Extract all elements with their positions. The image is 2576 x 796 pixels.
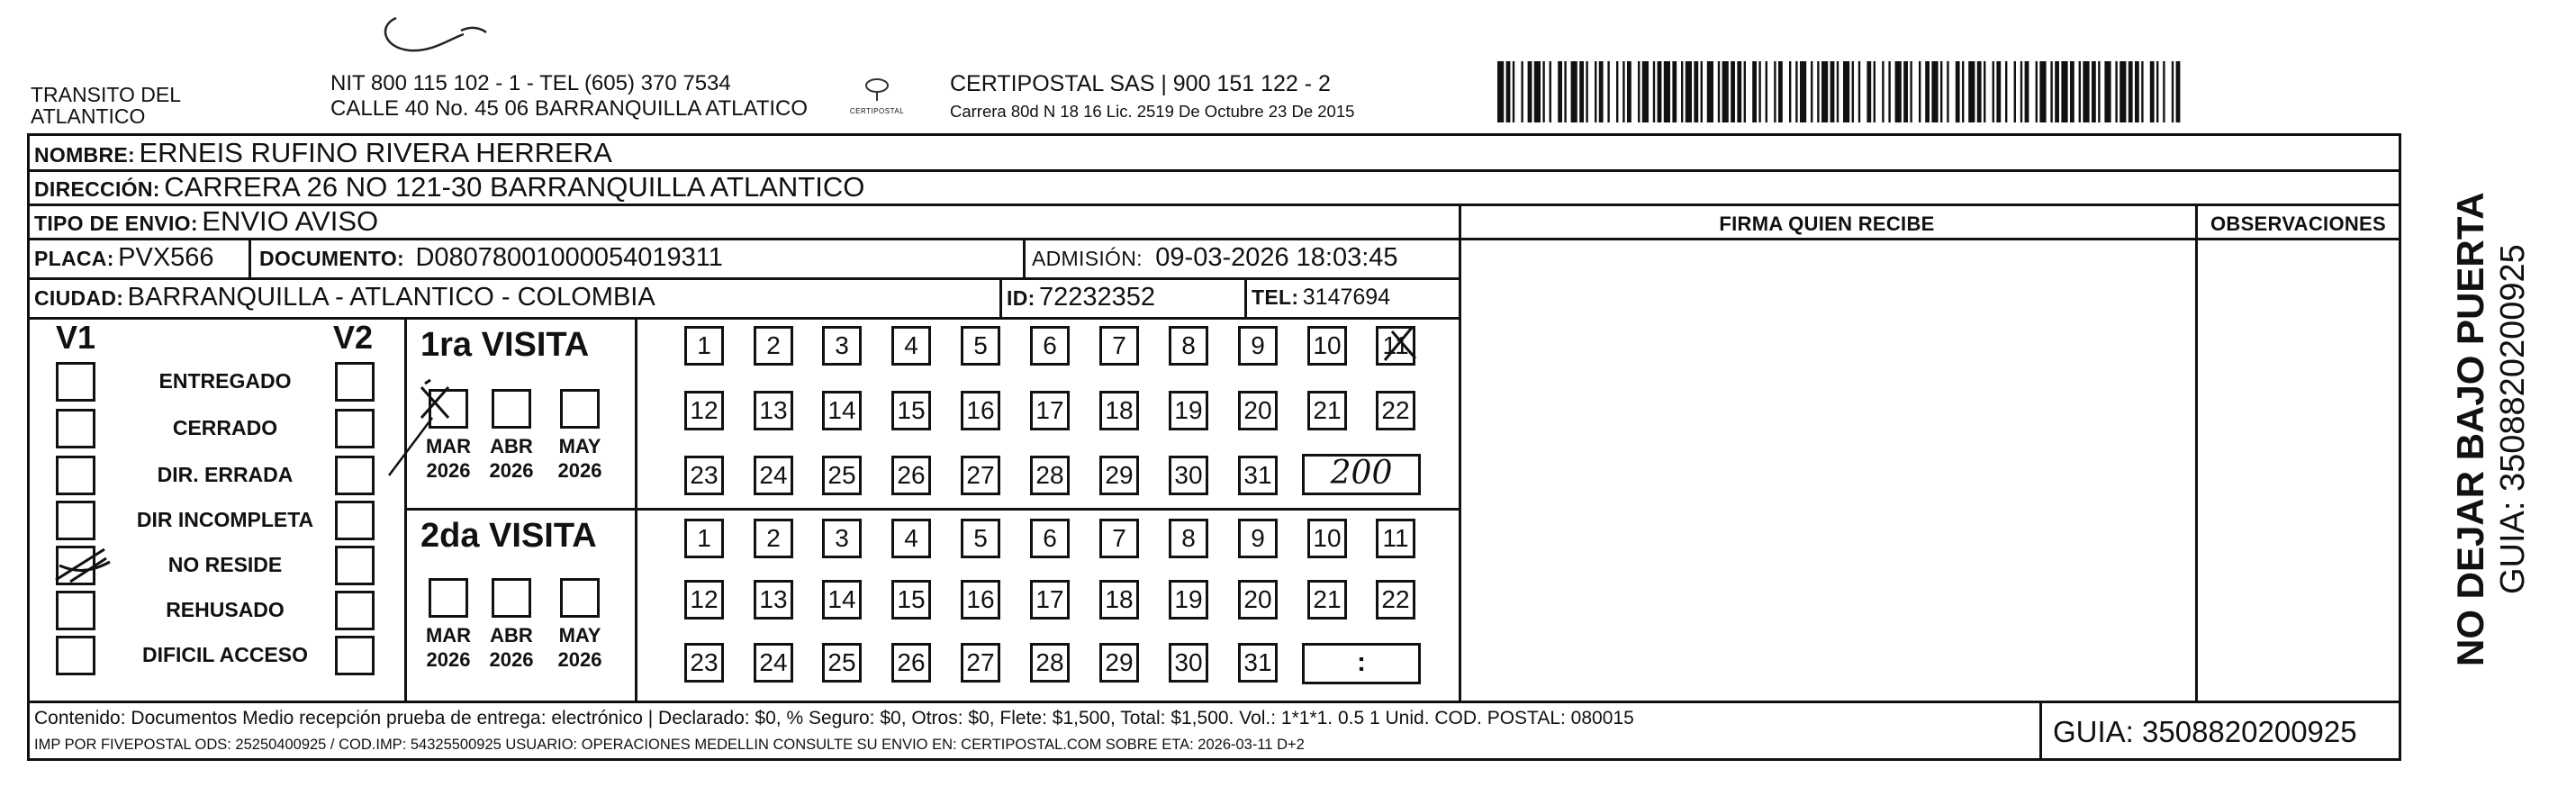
barcode-bar bbox=[1795, 61, 1797, 122]
barcode-bar bbox=[2083, 61, 2089, 122]
barcode-bar bbox=[2172, 61, 2174, 122]
barcode-bar bbox=[1595, 61, 1596, 122]
status-label: ENTREGADO bbox=[158, 369, 292, 393]
barcode-bar bbox=[1731, 61, 1735, 122]
first-visit-day-box[interactable]: 21 bbox=[1307, 391, 1347, 430]
barcode-bar bbox=[2141, 61, 2143, 122]
barcode-bar bbox=[1664, 61, 1670, 122]
status-label: DIFICIL ACCESO bbox=[141, 643, 308, 666]
month-year: 2026 bbox=[557, 459, 602, 482]
barcode-bar bbox=[2039, 61, 2046, 122]
col-line bbox=[2195, 204, 2198, 701]
second-visit-day-box[interactable]: 14 bbox=[822, 580, 862, 620]
second-visit-day-box[interactable]: 3 bbox=[822, 519, 862, 558]
barcode-bar bbox=[1737, 61, 1741, 122]
v2-checkbox[interactable] bbox=[335, 409, 375, 448]
barcode-bar bbox=[1616, 61, 1618, 122]
barcode-bar bbox=[1858, 61, 1860, 122]
barcode-bar bbox=[2079, 61, 2081, 122]
barcode-bar bbox=[1579, 61, 1584, 122]
barcode-bar bbox=[1830, 61, 1835, 122]
license-line: Carrera 80d N 18 16 Lic. 2519 De Octubre 23 De 2015 bbox=[950, 102, 1355, 121]
barcode-bar bbox=[1821, 61, 1828, 122]
first-visit-day-box[interactable]: 26 bbox=[891, 456, 931, 495]
address-line: CALLE 40 No. 45 06 BARRANQUILLA ATLATICO bbox=[330, 96, 809, 121]
month-name: ABR bbox=[490, 624, 533, 647]
second-visit-month-checkbox[interactable] bbox=[429, 578, 468, 618]
second-visit-day-box[interactable]: 29 bbox=[1099, 643, 1139, 683]
barcode-bar bbox=[1599, 61, 1604, 122]
second-visit-day-box[interactable]: 17 bbox=[1030, 580, 1070, 620]
first-visit-day-box[interactable]: 8 bbox=[1169, 326, 1208, 366]
row-line bbox=[1459, 238, 2401, 240]
second-visit-day-box[interactable]: 12 bbox=[684, 580, 724, 620]
barcode bbox=[1497, 61, 2182, 122]
col-line bbox=[999, 277, 1002, 317]
status-label: CERRADO bbox=[172, 416, 278, 439]
col-line bbox=[2039, 701, 2042, 761]
barcode-bar bbox=[1888, 61, 1890, 122]
month-name: MAR bbox=[425, 435, 472, 457]
ciudad-value: BARRANQUILLA - ATLANTICO - COLOMBIA bbox=[127, 283, 655, 312]
first-visit-day-box[interactable]: 14 bbox=[822, 391, 862, 430]
second-visit-day-box[interactable]: 13 bbox=[754, 580, 793, 620]
col-line bbox=[1459, 204, 1461, 701]
second-visit-day-box[interactable]: 1 bbox=[684, 519, 724, 558]
barcode-bar bbox=[1925, 61, 1930, 122]
barcode-bar bbox=[1962, 61, 1964, 122]
tel-label: TEL: bbox=[1252, 285, 1299, 309]
footer-imp: IMP POR FIVEPOSTAL ODS: 25250400925 / COD.IMP: 54325500925 USUARIO: OPERACIONES MEDELLIN CONSULTE SU ENVIO EN: CERTIPOSTAL.COM SOBRE ETA: 2026-03-11 D+2 bbox=[34, 737, 1305, 753]
second-visit-day-box[interactable]: 23 bbox=[684, 643, 724, 683]
barcode-bar bbox=[1686, 61, 1692, 122]
v2-header: V2 bbox=[333, 319, 374, 356]
month-name: ABR bbox=[490, 435, 533, 457]
v2-checkbox[interactable] bbox=[335, 501, 375, 540]
first-visit-day-box[interactable]: 27 bbox=[961, 456, 1000, 495]
first-visit-day-box[interactable]: 30 bbox=[1169, 456, 1208, 495]
status-label: REHUSADO bbox=[166, 598, 285, 621]
barcode-bar bbox=[1718, 61, 1720, 122]
placa-value: PVX566 bbox=[118, 243, 214, 272]
barcode-bar bbox=[1758, 61, 1760, 122]
v2-checkbox[interactable] bbox=[335, 362, 375, 402]
nombre-value: ERNEIS RUFINO RIVERA HERRERA bbox=[139, 137, 612, 168]
first-visit-day-box[interactable]: 13 bbox=[754, 391, 793, 430]
side-guia: GUIA: 3508820200925 bbox=[2494, 244, 2532, 594]
barcode-bar bbox=[1993, 61, 1994, 122]
barcode-bar bbox=[1910, 61, 1912, 122]
second-visit-day-box[interactable]: 18 bbox=[1099, 580, 1139, 620]
first-visit-time: 200 bbox=[1330, 455, 1393, 492]
second-visit-day-box[interactable]: 4 bbox=[891, 519, 931, 558]
placa-label: PLACA: bbox=[34, 247, 114, 270]
barcode-bar bbox=[1866, 61, 1871, 122]
row-line bbox=[27, 701, 2401, 703]
second-visit-title: 2da VISITA bbox=[420, 517, 597, 555]
second-visit-month-label bbox=[548, 623, 611, 672]
month-name: MAY bbox=[558, 624, 601, 647]
barcode-bar bbox=[2176, 61, 2181, 122]
second-visit-month-checkbox[interactable] bbox=[492, 578, 531, 618]
barcode-bar bbox=[1638, 61, 1640, 122]
footer-contenido: Contenido: Documentos Medio recepción prueba de entrega: electrónico | Declarado: $0, % Seguro: $0, Otros: $0, Flete: $1,500, Total: $1,500. Vol.: 1*1*1. 0.5 1 Unid. COD. POSTAL: 080015 bbox=[34, 708, 1634, 728]
first-visit-day-box[interactable]: 18 bbox=[1099, 391, 1139, 430]
first-visit-title: 1ra VISITA bbox=[420, 326, 590, 364]
barcode-bar bbox=[1681, 61, 1683, 122]
second-visit-day-box[interactable]: 25 bbox=[822, 643, 862, 683]
ciudad-row bbox=[34, 283, 655, 312]
barcode-bar bbox=[1513, 61, 1514, 122]
org-name-line2: ATLANTICO bbox=[31, 104, 146, 128]
direccion-value: CARRERA 26 NO 121-30 BARRANQUILLA ATLANTICO bbox=[164, 171, 865, 203]
barcode-bar bbox=[2120, 61, 2126, 122]
company-line: CERTIPOSTAL SAS | 900 151 122 - 2 bbox=[950, 71, 1331, 96]
barcode-bar bbox=[1774, 61, 1776, 122]
month-year: 2026 bbox=[489, 648, 534, 671]
id-label: ID: bbox=[1007, 286, 1035, 310]
first-visit-day-box[interactable]: 6 bbox=[1030, 326, 1070, 366]
first-visit-day-box[interactable]: 15 bbox=[891, 391, 931, 430]
col-line bbox=[1023, 238, 1026, 277]
status-label: NO RESIDE bbox=[167, 553, 283, 576]
barcode-bar bbox=[1752, 61, 1757, 122]
nombre-row bbox=[34, 137, 612, 169]
nombre-label: NOMBRE: bbox=[34, 143, 135, 167]
first-visit-month-checkbox[interactable] bbox=[492, 389, 531, 429]
col-line bbox=[1244, 277, 1247, 317]
first-visit-day-box[interactable]: 24 bbox=[754, 456, 793, 495]
firma-header: FIRMA QUIEN RECIBE bbox=[1719, 213, 1935, 235]
barcode-bar bbox=[1778, 61, 1783, 122]
barcode-bar bbox=[1506, 61, 1511, 122]
tel-row bbox=[1252, 285, 1390, 311]
status-label: DIR. ERRADA bbox=[157, 463, 294, 486]
second-visit-day-box[interactable]: 2 bbox=[754, 519, 793, 558]
first-visit-day-box[interactable]: 11 bbox=[1376, 326, 1415, 366]
ciudad-label: CIUDAD: bbox=[34, 286, 124, 310]
barcode-bar bbox=[1744, 61, 1746, 122]
barcode-bar bbox=[1722, 61, 1729, 122]
barcode-bar bbox=[1956, 61, 1960, 122]
barcode-bar bbox=[1653, 61, 1655, 122]
barcode-bar bbox=[1947, 61, 1948, 122]
side-warning: NO DEJAR BAJO PUERTA bbox=[2449, 192, 2491, 666]
documento-value: D08078001000054019311 bbox=[415, 243, 723, 272]
first-visit-day-box[interactable]: 28 bbox=[1030, 456, 1070, 495]
second-visit-day-box[interactable]: 11 bbox=[1376, 519, 1415, 558]
barcode-bar bbox=[2050, 61, 2052, 122]
barcode-bar bbox=[1707, 61, 1713, 122]
barcode-bar bbox=[1811, 61, 1812, 122]
check-mark bbox=[52, 544, 117, 585]
first-visit-day-box[interactable]: 17 bbox=[1030, 391, 1070, 430]
row-line bbox=[27, 204, 2401, 206]
barcode-bar bbox=[2098, 61, 2100, 122]
first-visit-day-box[interactable]: 12 bbox=[684, 391, 724, 430]
barcode-bar bbox=[1903, 61, 1908, 122]
barcode-bar bbox=[1882, 61, 1884, 122]
v2-checkbox[interactable] bbox=[335, 636, 375, 675]
barcode-bar bbox=[1940, 61, 1942, 122]
barcode-bar bbox=[1919, 61, 1921, 122]
barcode-bar bbox=[2025, 61, 2029, 122]
first-visit-time-box bbox=[1302, 454, 1421, 495]
first-visit-day-box[interactable]: 22 bbox=[1376, 391, 1415, 430]
second-visit-day-box[interactable]: 8 bbox=[1169, 519, 1208, 558]
barcode-bar bbox=[2014, 61, 2016, 122]
second-visit-day-box[interactable]: 5 bbox=[961, 519, 1000, 558]
admision-label: ADMISIÓN: bbox=[1032, 247, 1143, 270]
month-name: MAR bbox=[425, 624, 472, 647]
second-visit-day-box[interactable]: 16 bbox=[961, 580, 1000, 620]
month-year: 2026 bbox=[489, 459, 534, 482]
barcode-bar bbox=[2115, 61, 2117, 122]
barcode-bar bbox=[1534, 61, 1541, 122]
first-visit-day-box[interactable]: 1 bbox=[684, 326, 724, 366]
second-visit-day-box[interactable]: 30 bbox=[1169, 643, 1208, 683]
barcode-bar bbox=[2156, 61, 2158, 122]
observaciones-header: OBSERVACIONES bbox=[2210, 213, 2386, 235]
admision-value: 09-03-2026 18:03:45 bbox=[1155, 243, 1398, 272]
second-visit-day-box[interactable]: 15 bbox=[891, 580, 931, 620]
first-visit-day-box[interactable]: 20 bbox=[1238, 391, 1278, 430]
month-year: 2026 bbox=[426, 648, 471, 671]
col-line bbox=[249, 238, 251, 277]
second-visit-day-box[interactable]: 21 bbox=[1307, 580, 1347, 620]
first-visit-day-box[interactable]: 23 bbox=[684, 456, 724, 495]
barcode-bar bbox=[1571, 61, 1577, 122]
second-visit-day-box[interactable]: 26 bbox=[891, 643, 931, 683]
barcode-bar bbox=[1521, 61, 1523, 122]
logo-mark-icon bbox=[841, 76, 913, 103]
first-visit-month-label bbox=[548, 434, 611, 483]
placa-row bbox=[34, 243, 214, 273]
row-line bbox=[27, 317, 1459, 320]
tipo-label: TIPO DE ENVIO: bbox=[34, 212, 198, 235]
barcode-bar bbox=[1542, 61, 1544, 122]
tipo-row bbox=[34, 205, 378, 238]
second-visit-day-box[interactable]: 7 bbox=[1099, 519, 1139, 558]
barcode-bar bbox=[1694, 61, 1698, 122]
first-visit-day-box[interactable]: 29 bbox=[1099, 456, 1139, 495]
second-visit-month-checkbox[interactable] bbox=[560, 578, 600, 618]
barcode-bar bbox=[1658, 61, 1662, 122]
visit-divider bbox=[404, 508, 1459, 511]
barcode-bar bbox=[1968, 61, 1975, 122]
second-visit-time-box bbox=[1302, 643, 1421, 684]
barcode-bar bbox=[2036, 61, 2038, 122]
barcode-bar bbox=[1852, 61, 1854, 122]
barcode-bar bbox=[1607, 61, 1609, 122]
second-visit-day-box[interactable]: 22 bbox=[1376, 580, 1415, 620]
barcode-bar bbox=[2055, 61, 2059, 122]
barcode-bar bbox=[2005, 61, 2007, 122]
barcode-bar bbox=[2104, 61, 2111, 122]
barcode-bar bbox=[1550, 61, 1551, 122]
barcode-bar bbox=[1642, 61, 1649, 122]
barcode-bar bbox=[1528, 61, 1532, 122]
second-visit-day-box[interactable]: 20 bbox=[1238, 580, 1278, 620]
documento-row bbox=[259, 243, 723, 273]
barcode-bar bbox=[1837, 61, 1839, 122]
first-visit-day-box[interactable]: 16 bbox=[961, 391, 1000, 430]
certipostal-logo bbox=[841, 76, 913, 121]
first-visit-day-box[interactable]: 9 bbox=[1238, 326, 1278, 366]
second-visit-month-label bbox=[417, 623, 480, 672]
month-mark bbox=[378, 376, 468, 484]
first-visit-day-box[interactable]: 7 bbox=[1099, 326, 1139, 366]
barcode-bar bbox=[1497, 61, 1504, 122]
barcode-bar bbox=[2092, 61, 2096, 122]
direccion-row bbox=[34, 171, 864, 204]
footer-guia: GUIA: 3508820200925 bbox=[2053, 715, 2357, 748]
id-value: 72232352 bbox=[1039, 283, 1156, 312]
barcode-bar bbox=[1996, 61, 2001, 122]
first-visit-month-checkbox[interactable] bbox=[560, 389, 600, 429]
tel-value: 3147694 bbox=[1302, 285, 1391, 310]
month-year: 2026 bbox=[426, 459, 471, 482]
month-year: 2026 bbox=[557, 648, 602, 671]
second-visit-time: : bbox=[1357, 647, 1366, 677]
first-visit-day-box[interactable]: 31 bbox=[1238, 456, 1278, 495]
barcode-bar bbox=[2150, 61, 2155, 122]
tipo-value: ENVIO AVISO bbox=[202, 205, 379, 237]
barcode-bar bbox=[1586, 61, 1587, 122]
second-visit-day-box[interactable]: 19 bbox=[1169, 580, 1208, 620]
v2-checkbox[interactable] bbox=[335, 546, 375, 585]
barcode-bar bbox=[1874, 61, 1876, 122]
barcode-bar bbox=[1564, 61, 1566, 122]
barcode-bar bbox=[1701, 61, 1703, 122]
second-visit-day-box[interactable]: 10 bbox=[1307, 519, 1347, 558]
barcode-bar bbox=[1931, 61, 1938, 122]
barcode-bar bbox=[1627, 61, 1631, 122]
second-visit-day-box[interactable]: 24 bbox=[754, 643, 793, 683]
barcode-bar bbox=[1895, 61, 1902, 122]
org-name-line1: TRANSITO DEL bbox=[31, 83, 181, 106]
barcode-bar bbox=[1766, 61, 1767, 122]
id-row bbox=[1007, 283, 1155, 312]
status-label: DIR INCOMPLETA bbox=[136, 508, 314, 531]
second-visit-day-box[interactable]: 27 bbox=[961, 643, 1000, 683]
barcode-bar bbox=[2070, 61, 2074, 122]
second-visit-month-label bbox=[480, 623, 543, 672]
row-line bbox=[27, 238, 1459, 240]
admision-row bbox=[1032, 243, 1398, 273]
v2-checkbox[interactable] bbox=[335, 456, 375, 495]
first-visit-day-box[interactable]: 10 bbox=[1307, 326, 1347, 366]
signature-scribble bbox=[360, 7, 504, 79]
barcode-bar bbox=[1800, 61, 1806, 122]
first-visit-day-box[interactable]: 25 bbox=[822, 456, 862, 495]
barcode-bar bbox=[1789, 61, 1791, 122]
barcode-bar bbox=[1558, 61, 1562, 122]
barcode-bar bbox=[2061, 61, 2067, 122]
first-visit-day-box[interactable]: 19 bbox=[1169, 391, 1208, 430]
first-visit-day-box[interactable]: 2 bbox=[754, 326, 793, 366]
day-mark bbox=[1376, 315, 1433, 373]
first-visit-month-label bbox=[480, 434, 543, 483]
logo-text: CERTIPOSTAL bbox=[849, 107, 905, 115]
barcode-bar bbox=[1622, 61, 1624, 122]
second-visit-day-box[interactable]: 6 bbox=[1030, 519, 1070, 558]
barcode-bar bbox=[1672, 61, 1677, 122]
barcode-bar bbox=[2135, 61, 2139, 122]
month-name: MAY bbox=[558, 435, 601, 457]
second-visit-day-box[interactable]: 9 bbox=[1238, 519, 1278, 558]
second-visit-day-box[interactable]: 28 bbox=[1030, 643, 1070, 683]
barcode-bar bbox=[1817, 61, 1819, 122]
barcode-bar bbox=[2020, 61, 2022, 122]
barcode-bar bbox=[1977, 61, 1982, 122]
first-visit-day-box[interactable]: 3 bbox=[822, 326, 862, 366]
direccion-label: DIRECCIÓN: bbox=[34, 177, 160, 201]
barcode-bar bbox=[2163, 61, 2165, 122]
barcode-bar bbox=[1843, 61, 1849, 122]
v2-checkbox[interactable] bbox=[335, 591, 375, 630]
second-visit-day-box[interactable]: 31 bbox=[1238, 643, 1278, 683]
first-visit-day-box[interactable]: 5 bbox=[961, 326, 1000, 366]
first-visit-day-box[interactable]: 4 bbox=[891, 326, 931, 366]
v1-header: V1 bbox=[56, 319, 96, 356]
documento-label: DOCUMENTO: bbox=[259, 247, 405, 270]
barcode-bar bbox=[2129, 61, 2133, 122]
nit-line: NIT 800 115 102 - 1 - TEL (605) 370 7534 bbox=[330, 71, 731, 95]
barcode-bar bbox=[1984, 61, 1985, 122]
